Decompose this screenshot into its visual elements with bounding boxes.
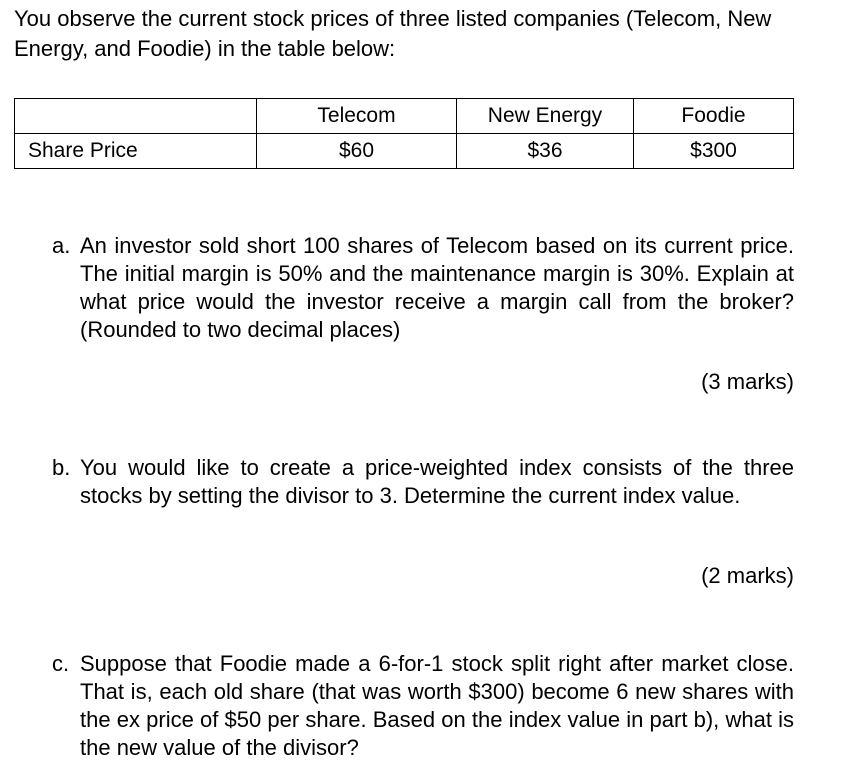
table-header-foodie: Foodie bbox=[634, 99, 794, 134]
table-header-row bbox=[15, 99, 794, 134]
question-a bbox=[52, 232, 794, 344]
question-a-marks: (3 marks) bbox=[701, 369, 794, 394]
table-header-new-energy: New Energy bbox=[457, 99, 634, 134]
question-c-letter: c. bbox=[52, 651, 70, 676]
question-b-letter: b. bbox=[52, 455, 71, 480]
table-cell-telecom-price: $60 bbox=[257, 134, 457, 169]
question-a-text: An investor sold short 100 shares of Telecom based on its current price. The initial margin is 50% and the maintenance margin is 30%. Explain at what price would the investor receive a margin call from the broker? (Rounded to two decimal places) bbox=[80, 233, 794, 342]
table-header-blank bbox=[15, 99, 257, 134]
table-cell-new-energy-price: $36 bbox=[457, 134, 634, 169]
table-cell-foodie-price: $300 bbox=[634, 134, 794, 169]
table-row-label: Share Price bbox=[15, 134, 257, 169]
question-b bbox=[52, 454, 794, 510]
stock-price-table bbox=[14, 98, 794, 169]
question-a-letter: a. bbox=[52, 233, 71, 258]
question-b-text: You would like to create a price-weighted index consists of the three stocks by setting the divisor to 3. Determine the current index value. bbox=[80, 455, 794, 508]
intro-paragraph: You observe the current stock prices of three listed companies (Telecom, New Energy, and Foodie) in the table below: bbox=[14, 6, 772, 61]
question-b-marks: (2 marks) bbox=[701, 563, 794, 588]
table-row bbox=[15, 134, 794, 169]
question-c-text: Suppose that Foodie made a 6-for-1 stock split right after market close. That is, each old share (that was worth $300) become 6 new shares with the ex price of $50 per share. Based on the index value in part b), what is the new value of the divisor? bbox=[80, 651, 794, 760]
question-c bbox=[52, 650, 794, 762]
table-header-telecom: Telecom bbox=[257, 99, 457, 134]
